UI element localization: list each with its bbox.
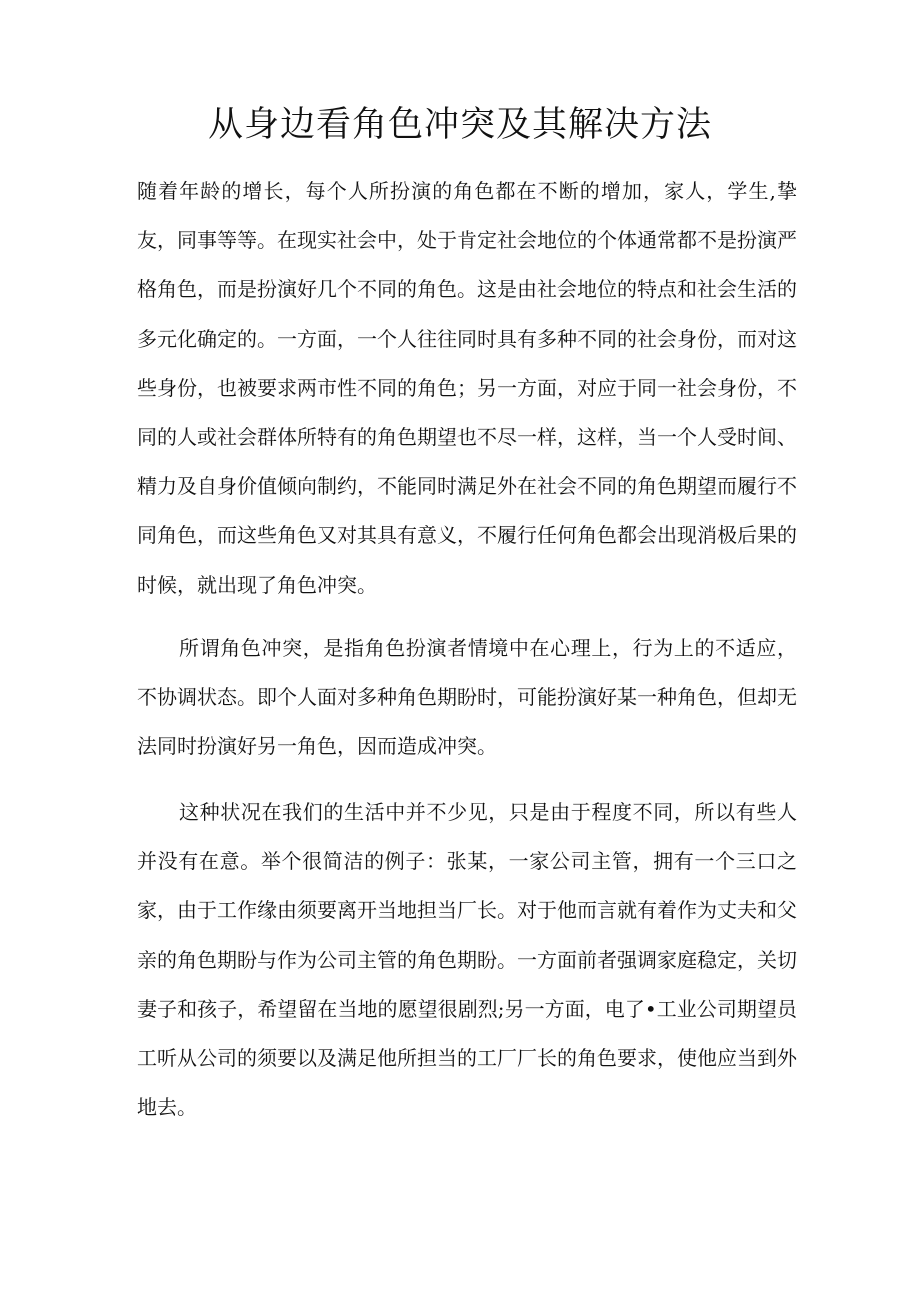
paragraph-3: 这种状况在我们的生活中并不少见，只是由于程度不同，所以有些人并没有在意。举个很简洁的例子：张某，一家公司主管，拥有一个三口之家，由于工作缘由须要离开当地担当厂长。对于他而言就有着作为丈夫和父亲的角色期盼与作为公司主管的角色期盼。一方面前者强调家庭稳定，关切妻子和孩子，希望留在当地的愿望很剧烈;另一方面，电了•工业公司期望员工听从公司的须要以及满足他所担当的工厂厂长的角色要求，使他应当到外地去。 <box>137 800 797 1120</box>
paragraph-2: 所谓角色冲突，是指角色扮演者情境中在心理上，行为上的不适应，不协调状态。即个人面对多种角色期盼时，可能扮演好某一种角色，但却无法同时扮演好另一角色，因而造成冲突。 <box>137 636 797 759</box>
paragraph-1: 随着年龄的增长，每个人所扮演的角色都在不断的增加，家人，学生,挚友，同事等等。在现实社会中，处于肯定社会地位的个体通常都不是扮演严格角色，而是扮演好几个不同的角色。这是由社会地位的特点和社会生活的多元化确定的。一方面，一个人往往同时具有多种不同的社会身份，而对这些身份，也被要求两市性不同的角色；另一方面，对应于同一社会身份，不同的人或社会群体所特有的角色期望也不尽一样，这样，当一个人受时间、精力及自身价值倾向制约，不能同时满足外在社会不同的角色期望而履行不同角色，而这些角色又对其具有意义，不履行任何角色都会出现消极后果的时候，就出现了角色冲突。 <box>137 179 797 597</box>
document-title: 从身边看角色冲突及其解决方法 <box>207 105 712 145</box>
